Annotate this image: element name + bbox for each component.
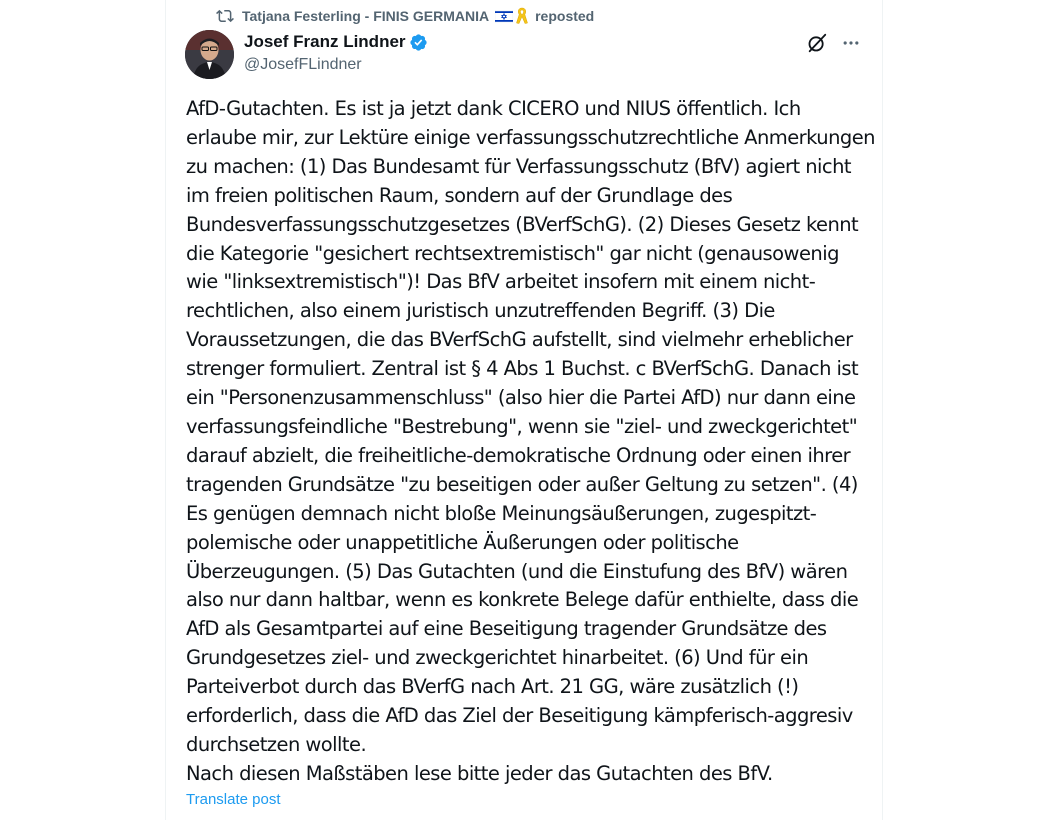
translate-post-link[interactable]: Translate post xyxy=(186,791,281,808)
reposter-name[interactable]: Tatjana Festerling - FINIS GERMANIA xyxy=(242,8,490,24)
verified-badge-icon[interactable] xyxy=(409,33,428,52)
more-icon[interactable] xyxy=(840,32,862,54)
post-actions xyxy=(794,32,862,54)
yellow-ribbon-emoji xyxy=(515,7,529,25)
avatar[interactable] xyxy=(185,30,234,79)
author-handle[interactable]: @JosefFLindner xyxy=(244,56,362,73)
grok-icon[interactable] xyxy=(806,32,828,54)
repost-suffix: reposted xyxy=(535,8,595,24)
post-text: AfD-Gutachten. Es ist ja jetzt dank CICERO und NIUS öffentlich. Ich erlaube mir, zur Lektüre einige verfassungsschutzrechtliche Anmerkungen zu machen: (1) Das Bundesamt für Verfassungsschutz (BfV) agiert nicht im freien politischen Raum, sondern auf der Grundlage des Bundesverfassungsschutzgesetzes (BVerfSchG). (2) Dieses Gesetz kennt die Kategorie "gesichert rechtsextremistisch" gar nicht (genausowenig wie "linksextremistisch")! Das BfV arbeitet insofern mit einem nicht-rechtlichen, also einem juristisch unzutreffenden Begriff. (3) Die Voraussetzungen, die das BVerfSchG aufstellt, sind vielmehr erheblicher strenger formuliert. Zentral ist § 4 Abs 1 Buchst. c BVerfSchG. Danach ist ein "Personenzusammenschluss" (also hier die Partei AfD) nur dann eine verfassungsfeindliche "Bestrebung", wenn sie "ziel- und zweckgerichtet" darauf abzielt, die freiheitliche-demokratische Ordnung oder einen ihrer tragenden Grundsätze "zu beseitigen oder außer Geltung zu setzen". (4) Es genügen demnach nicht bloße Meinungsäußerungen, zugespitzt-polemische oder unappetitliche Äußerungen oder politische Überzeugungen. (5) Das Gutachten (und die Einstufung des BfV) wären also nur dann haltbar, wenn es konkrete Belege dafür enthielte, dass die AfD als Gesamtpartei auf eine Beseitigung tragender Grundsätze des Grundgesetzes ziel- und zweckgerichtet hinarbeitet. (6) Und für ein Parteiverbot durch das BVerfG nach Art. 21 GG, wäre zusätzlich (!) erforderlich, dass die AfD das Ziel der Beseitigung kämpferisch-aggresiv durchsetzen wollte. Nach diesen Maßstäben lese bitte jeder das Gutachten des BfV. xyxy=(186,97,875,785)
author-block xyxy=(244,31,428,76)
repost-icon xyxy=(216,7,234,25)
repost-context[interactable] xyxy=(216,6,594,26)
tweet-column xyxy=(165,0,883,820)
author-name[interactable]: Josef Franz Lindner xyxy=(244,32,406,51)
israel-flag-emoji xyxy=(495,10,513,23)
